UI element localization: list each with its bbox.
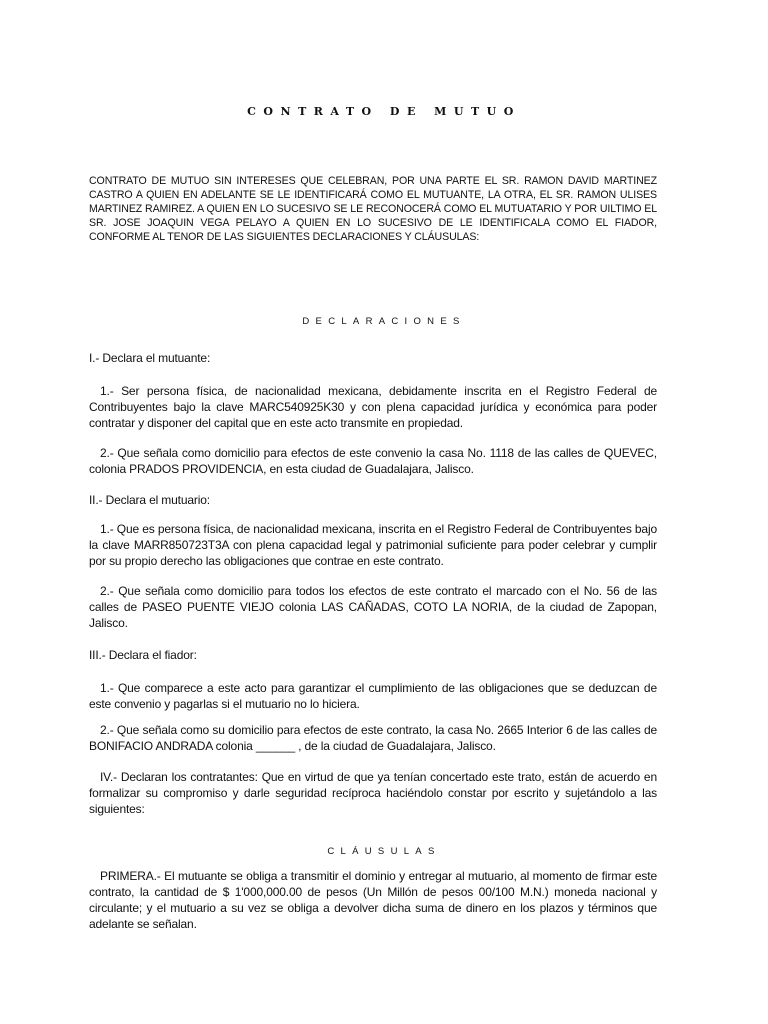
fiador-clause-1: 1.- Que comparece a este acto para garantizar el cumplimiento de las obligaciones que se deduzcan de este convenio y pagarlas si el mutuario no lo hiciera. (89, 681, 657, 711)
mutuario-clause-1: 1.- Que es persona física, de nacionalidad mexicana, inscrita en el Registro Federal de Contribuyentes bajo la clave MARR850723T3A con plena capacidad legal y patrimonial suficiente para poder celebrar y cumplir por su propio derecho las obligaciones que contrae en este contrato. (89, 522, 657, 568)
mutuante-clause-2: 2.- Que señala como domicilio para efectos de este convenio la casa No. 1118 de las calles de QUEVEC, colonia PRADOS PROVIDENCIA, en esta ciudad de Guadalajara, Jalisco. (89, 446, 657, 476)
mutuario-heading: II.- Declara el mutuario: (89, 493, 210, 507)
clausulas-heading: CLÁUSULAS (327, 846, 441, 857)
declaraciones-heading: DECLARACIONES (302, 316, 466, 327)
mutuario-clause-2: 2.- Que señala como domicilio para todos los efectos de este contrato el marcado con el No. 56 de las calles de PASEO PUENTE VIEJO colonia LAS CAÑADAS, COTO LA NORIA, de la ciudad de Zapopan, Jalisco. (89, 584, 657, 630)
document-title: CONTRATO DE MUTUO (247, 105, 521, 118)
intro-paragraph: CONTRATO DE MUTUO SIN INTERESES QUE CELEBRAN, POR UNA PARTE EL SR. RAMON DAVID MARTINEZ CASTRO A QUIEN EN ADELANTE SE LE IDENTIFICARÁ COMO EL MUTUANTE, LA OTRA, EL SR. RAMON ULISES MARTINEZ RAMIREZ. A QUIEN EN LO SUCESIVO SE LE RECONOCERÁ COMO EL MUTUATARIO Y POR UILTIMO EL SR. JOSE JOAQUIN VEGA PELAYO A QUIEN EN LO SUCESIVO DE LE IDENTIFICALA COMO EL FIADOR, CONFORME AL TENOR DE LAS SIGUIENTES DECLARACIONES Y CLÁUSULAS: (89, 175, 657, 243)
mutuante-clause-1: 1.- Ser persona física, de nacionalidad mexicana, debidamente inscrita en el Registro Federal de Contribuyentes bajo la clave MARC540925K30 y con plena capacidad jurídica y económica para poder contratar y disponer del capital que en este acto transmite en propiedad. (89, 384, 657, 430)
contratantes-declaration: IV.- Declaran los contratantes: Que en virtud de que ya tenían concertado este trato, están de acuerdo en formalizar su compromiso y darle seguridad recíproca haciéndolo constar por escrito y sujetándolo a las siguientes: (89, 770, 657, 816)
fiador-clause-2: 2.- Que señala como su domicilio para efectos de este contrato, la casa No. 2665 Interior 6 de las calles de BONIFACIO ANDRADA colonia ______ , de la ciudad de Guadalajara, Jalisco. (89, 723, 657, 753)
clausula-primera: PRIMERA.- El mutuante se obliga a transmitir el dominio y entregar al mutuario, al momento de firmar este contrato, la cantidad de $ 1'000,000.00 de pesos (Un Millón de pesos 00/100 M.N.) moneda nacional y circulante; y el mutuario a su vez se obliga a devolver dicha suma de dinero en los plazos y términos que adelante se señalan. (89, 869, 657, 931)
mutuante-heading: I.- Declara el mutuante: (89, 351, 211, 365)
fiador-heading: III.- Declara el fiador: (89, 648, 197, 662)
